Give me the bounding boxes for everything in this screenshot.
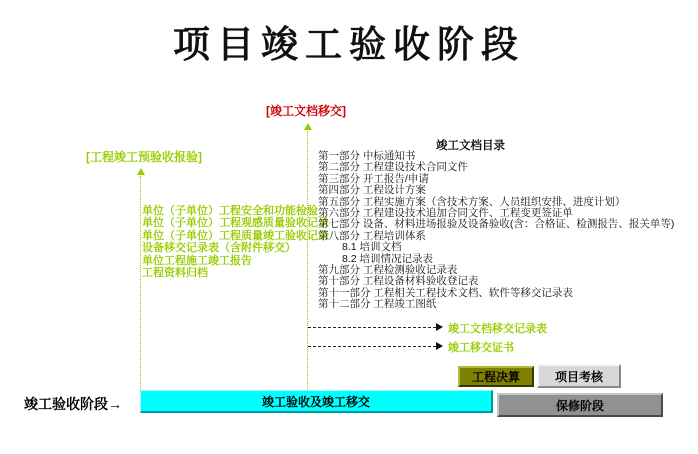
list-item: 设备移交记录表（含附件移交）: [142, 242, 296, 255]
list-item: 单位（子单位）工程质量竣工验收记录: [142, 229, 329, 242]
phase-label: 竣工验收阶段→: [24, 396, 122, 412]
list-item: 8.2 培训情况记录表: [342, 252, 434, 265]
right-arrow-icon: [436, 323, 443, 331]
list-item: 第五部分 工程实施方案（含技术方案、人员组织安排、进度计划）: [318, 195, 626, 208]
list-item: 第六部分 工程建设技术追加合同文件、工程变更签证单: [318, 207, 573, 220]
pre-acceptance-dotted-line: [140, 176, 141, 390]
doc-transfer-label: [竣工文档移交]: [266, 104, 346, 118]
list-item: 第十部分 工程设备材料验收登记表: [318, 275, 479, 288]
list-item: 第一部分 中标通知书: [318, 150, 416, 162]
list-item: 第七部分 设备、材料进场报验及设备验收(含：合格证、检测报告、报关单等): [318, 218, 675, 231]
list-item: 工程资料归档: [142, 267, 208, 280]
list-item: 单位（子单位）工程安全和功能检验: [142, 205, 318, 217]
transfer-record-label: 竣工文档移交记录表: [448, 323, 547, 335]
list-item: 单位工程施工竣工报告: [142, 254, 252, 267]
list-item: 第八部分 工程培训体系: [318, 229, 426, 242]
list-item: 第十一部分 工程相关工程技术文档、软件等移交记录表: [318, 286, 573, 299]
list-item: 第三部分 开工报告/申请: [318, 172, 429, 185]
list-item: 单位（子单位）工程观感质量验收记录: [142, 217, 329, 230]
pre-acceptance-label: [工程竣工预验收报验]: [86, 150, 202, 164]
acceptance-bar: 竣工验收及竣工移交: [140, 390, 493, 413]
doc-catalog-heading: 竣工文档目录: [436, 140, 505, 152]
list-item: 第二部分 工程建设技术合同文件: [318, 161, 468, 174]
up-arrow-icon: [137, 168, 145, 175]
assessment-box: 项目考核: [537, 364, 621, 388]
dashed-arrow: [308, 327, 436, 328]
transfer-certificate-label: 竣工移交证书: [448, 342, 514, 354]
up-arrow-icon: [304, 123, 312, 130]
list-item: 第四部分 工程设计方案: [318, 184, 426, 197]
list-item: 8.1 培训文档: [342, 241, 402, 254]
dashed-arrow: [308, 346, 436, 347]
pre-acceptance-list: [142, 205, 329, 279]
page-title: 项目竣工验收阶段: [173, 25, 525, 66]
warranty-bar: 保修阶段: [497, 393, 663, 417]
list-item: 第九部分 工程检测验收记录表: [318, 264, 458, 277]
doc-catalog-list: [318, 151, 674, 311]
list-item: 第十二部分 工程竣工图纸: [318, 298, 437, 311]
right-arrow-icon: [436, 342, 443, 350]
settlement-box: 工程决算: [458, 366, 534, 387]
